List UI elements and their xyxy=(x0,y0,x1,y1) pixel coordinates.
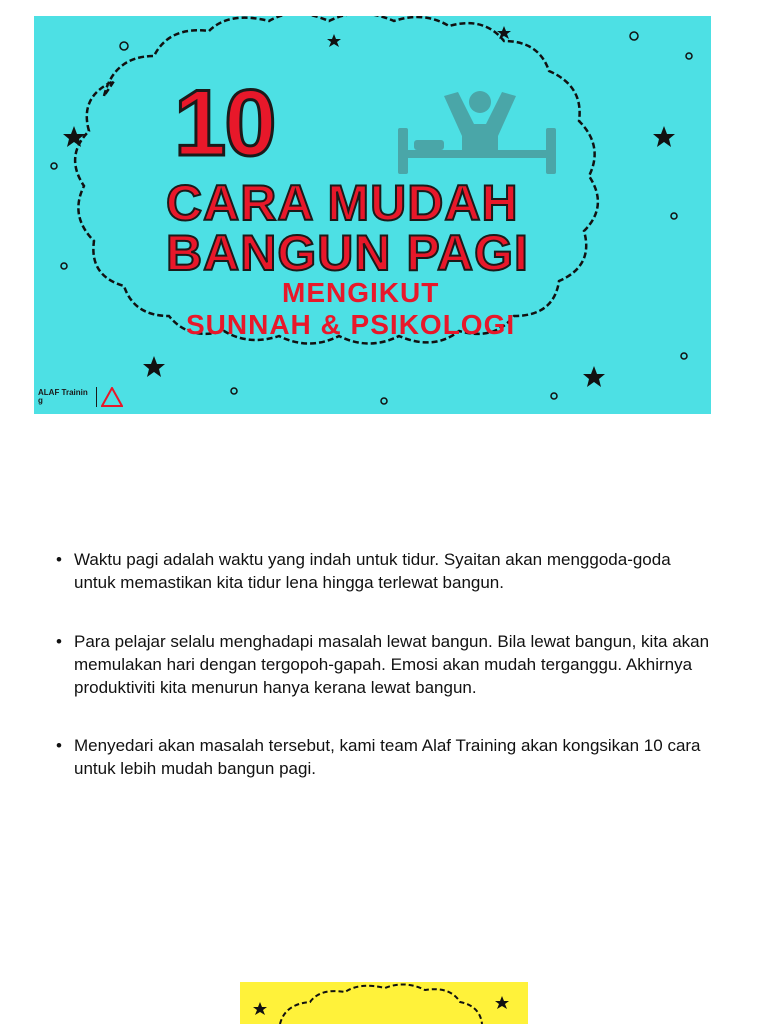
logo-divider xyxy=(96,387,97,407)
bullet-text: Menyedari akan masalah tersebut, kami team Alaf Training akan kongsikan 10 cara untuk lebih mudah bangun pagi. xyxy=(74,736,701,778)
footer-cloud-decoration xyxy=(240,982,528,1024)
list-item xyxy=(56,548,716,594)
banner-title-line-1: CARA MUDAH xyxy=(166,175,519,231)
bullet-point: • xyxy=(56,736,62,755)
bullet-text: Para pelajar selalu menghadapi masalah lewat bangun. Bila lewat bangun, kita akan memulakan hari dengan tergopoh-gapah. Emosi akan mudah terganggu. Akhirnya produktiviti kita menurun hanya kerana lewat bangun. xyxy=(74,632,710,697)
footer-banner-image xyxy=(240,982,528,1024)
list-item xyxy=(56,630,716,699)
alaf-training-logo xyxy=(38,386,123,408)
banner-number: 10 xyxy=(174,70,275,175)
logo-text: ALAF Training xyxy=(38,388,88,405)
banner-subtitle-line-2: SUNNAH & PSIKOLOGI xyxy=(186,309,516,340)
triangle-logo-icon xyxy=(101,387,123,407)
bullet-list xyxy=(56,548,716,816)
bullet-text: Waktu pagi adalah waktu yang indah untuk tidur. Syaitan akan menggoda-goda untuk memastikan kita tidur lena hingga terlewat bangun. xyxy=(74,550,671,592)
list-item xyxy=(56,734,716,780)
header-banner-image xyxy=(34,16,711,414)
person-waking-up-icon xyxy=(394,88,560,180)
banner-subtitle-line-1: MENGIKUT xyxy=(282,277,440,308)
bullet-point: • xyxy=(56,550,62,569)
bullet-point: • xyxy=(56,632,62,651)
banner-title-line-2: BANGUN PAGI xyxy=(166,225,529,281)
